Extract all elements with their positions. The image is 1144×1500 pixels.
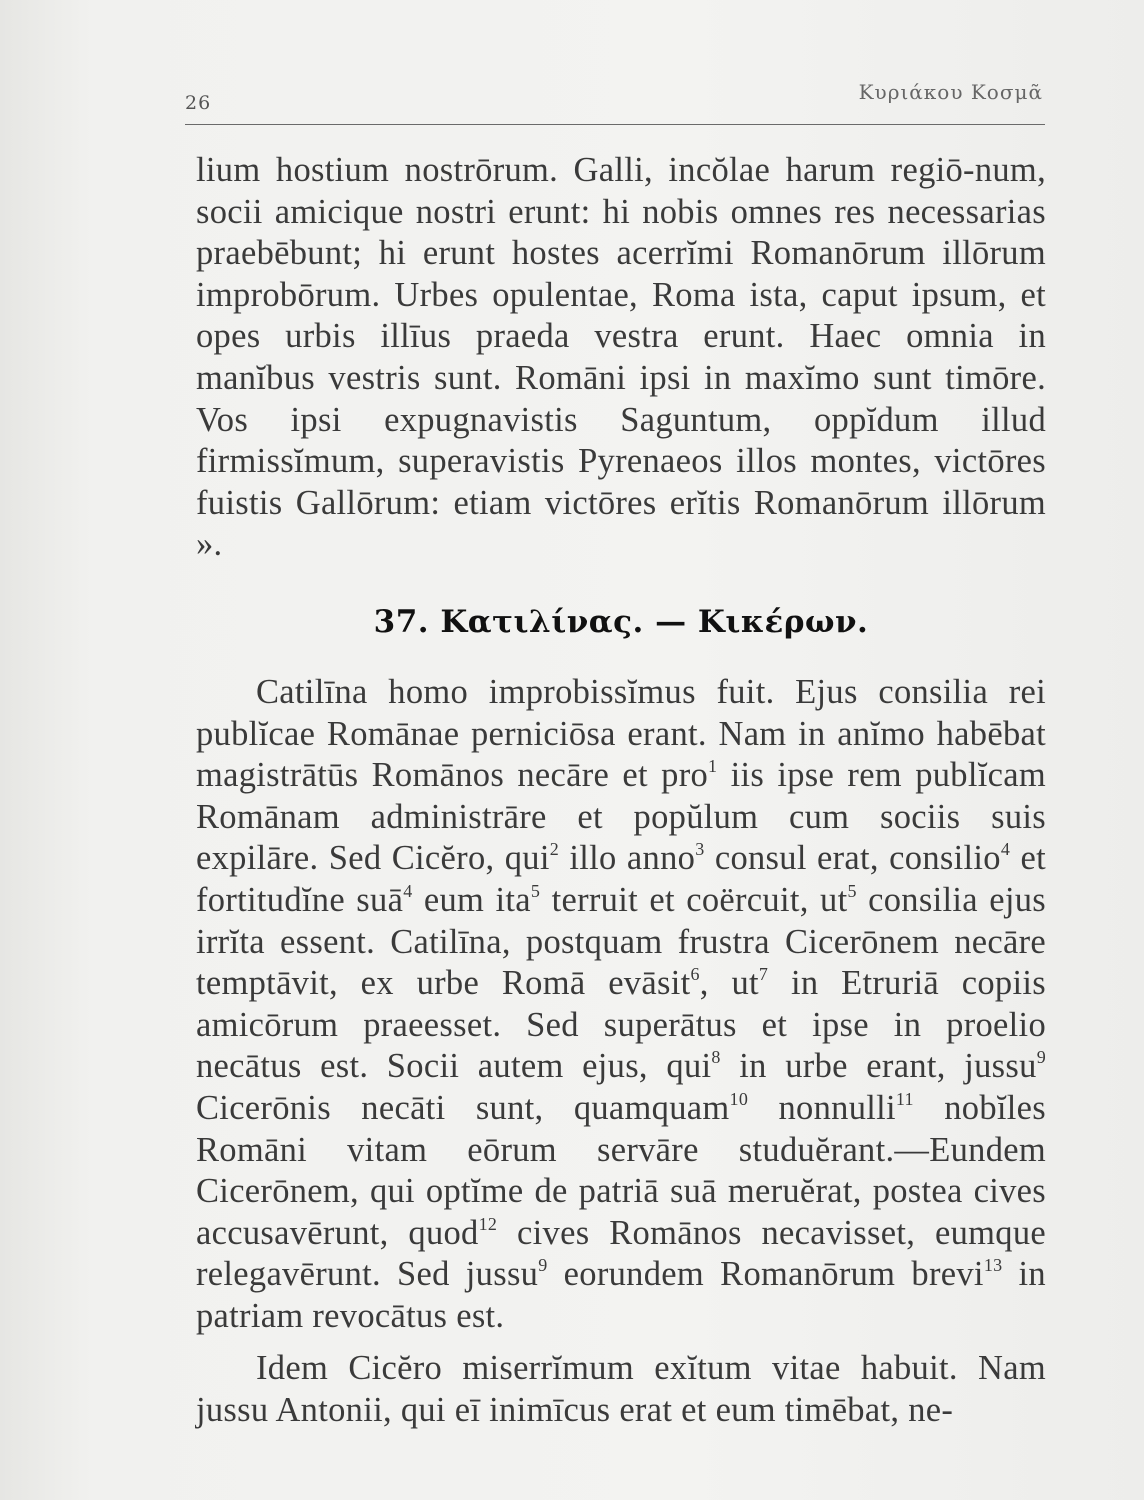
running-head: Κυριάκου Κοσμᾶ — [858, 80, 1043, 104]
text-run: cives Romānos necavisset, eumque relegavērunt. Sed jussu — [196, 1213, 1046, 1294]
footnote-ref: 8 — [711, 1047, 721, 1068]
paragraph-3 — [196, 1348, 1046, 1431]
footnote-ref: 4 — [1000, 839, 1011, 860]
footnote-ref: 9 — [538, 1255, 548, 1276]
text-run: et fortitudĭne suā — [196, 839, 1046, 919]
text-run: eum ita — [412, 880, 531, 919]
text-run: terruit et coërcuit, ut — [540, 880, 848, 919]
footnote-ref: 7 — [758, 964, 769, 985]
footnote-ref: 13 — [983, 1255, 1003, 1276]
page-header — [185, 80, 1045, 125]
paragraph-1-text: lium hostium nostrōrum. Galli, incŏlae harum regiō-num, socii amicique nostri erunt: hi nobis omnes res necessarias praebēbunt; hi erunt hostes acerrĭmi Romanōrum illōrum improbōrum. Urbes opulentae, Roma ista, caput ipsum, et opes urbis illīus praeda vestra erunt. Haec omnia in manĭbus vestris sunt. Romāni ipsi in maxĭmo sunt timōre. Vos ipsi expugnavistis Saguntum, oppĭdum illud firmissĭmum, superavistis Pyrenaeos illos montes, victōres fuistis Gallōrum: etiam victōres erĭtis Romanōrum illōrum ». — [196, 151, 1046, 564]
text-run: consul erat, consilio — [704, 839, 1001, 878]
footnote-ref: 2 — [549, 839, 560, 860]
paragraph-2 — [196, 672, 1046, 1338]
text-run: , ut — [699, 964, 759, 1003]
footnote-ref: 12 — [478, 1213, 498, 1234]
footnote-ref: 6 — [690, 964, 700, 985]
text-run: in Etruriā copiis amicōrum praeesset. Sed superātus et ipse in proelio necātus est. Socii autem ejus, qui — [196, 964, 1046, 1086]
text-run: nobĭles Romāni vitam eōrum servāre studuĕrant.—Eundem Cicerōnem, qui optĭme de patriā suā meruĕrat, postea cives accusavērunt, quod — [196, 1088, 1046, 1252]
paragraph-3-text: Idem Cicĕro miserrĭmum exĭtum vitae habuit. Nam jussu Antonii, qui eī inimīcus erat et eum timēbat, ne- — [196, 1349, 1046, 1429]
footnote-ref: 11 — [895, 1088, 914, 1109]
footnote-ref: 1 — [708, 756, 718, 777]
section-title: 37. Κατιλίνας. — Κικέρων. — [373, 604, 869, 640]
footnote-ref: 3 — [695, 839, 705, 860]
text-run: nonnulli — [748, 1088, 896, 1127]
text-run: Cicerōnis necāti sunt, quamquam — [196, 1088, 730, 1127]
footnote-ref: 10 — [729, 1088, 749, 1109]
text-run: illo anno — [559, 839, 696, 878]
footnote-ref: 5 — [530, 880, 541, 901]
footnote-ref: 9 — [1036, 1047, 1046, 1068]
page-number: 26 — [185, 92, 212, 114]
text-run: in urbe erant, jussu — [720, 1047, 1037, 1086]
text-run: eorundem Romanōrum brevi — [547, 1255, 984, 1294]
paragraph-2-text — [196, 672, 1046, 1338]
text-run: in patriam revocātus est. — [196, 1255, 1046, 1335]
text-run: Catilīna homo improbissĭmus fuit. Ejus consilia rei publĭcae Romānae perniciōsa erant. Nam in anĭmo habēbat magistrātūs Romānos necāre et pro — [196, 673, 1046, 795]
footnote-ref: 4 — [403, 880, 413, 901]
text-run: consilia ejus irrĭta essent. Catilīna, postquam frustra Cicerōnem necāre temptāvit, ex urbe Romā evāsit — [196, 880, 1046, 1003]
text-run: iis ipse rem publĭcam Romānam administrāre et popŭlum cum sociis suis expilāre. Sed Cicĕro, qui — [196, 756, 1046, 878]
footnote-ref: 5 — [847, 880, 857, 901]
paragraph-1 — [196, 150, 1046, 566]
